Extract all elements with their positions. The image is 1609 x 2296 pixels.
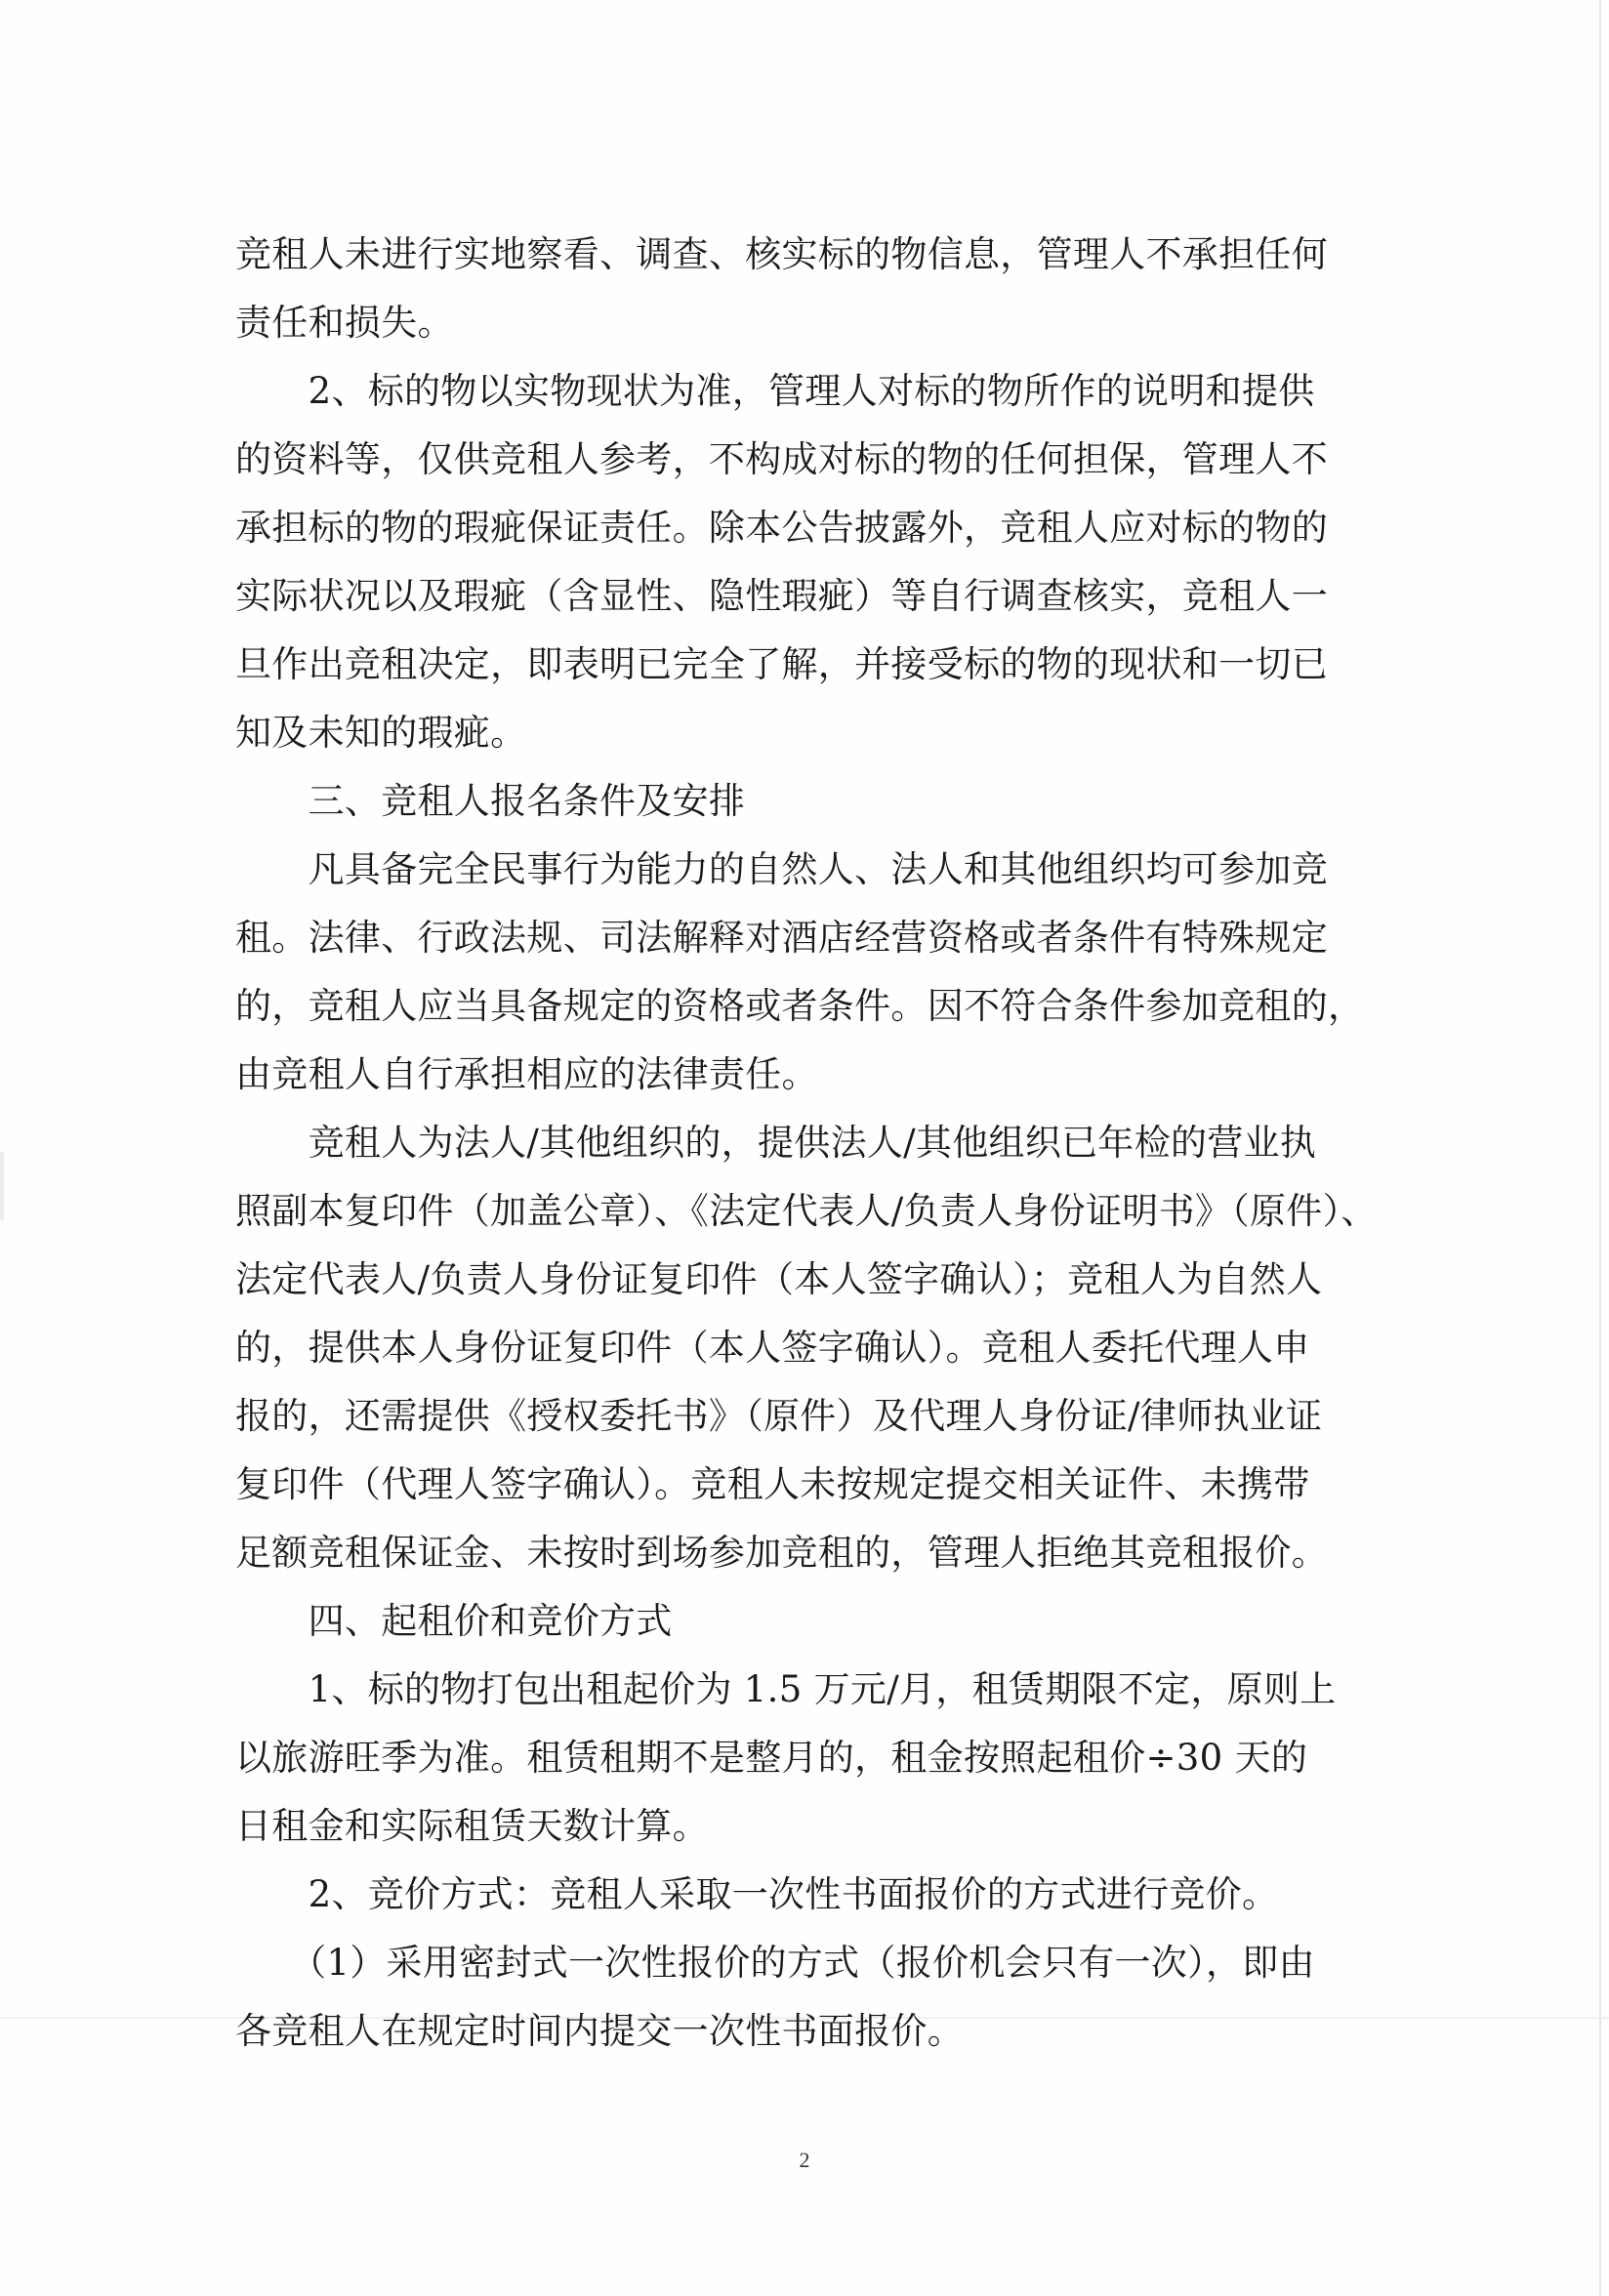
text-line: 实际状况以及瑕疵（含显性、隐性瑕疵）等自行调查核实，竞租人一	[235, 575, 1328, 617]
text-line: 知及未知的瑕疵。	[235, 712, 527, 754]
text-line: 由竞租人自行承担相应的法律责任。	[235, 1053, 818, 1095]
text-line: 各竞租人在规定时间内提交一次性书面报价。	[235, 2010, 964, 2052]
text-line: 足额竞租保证金、未按时到场参加竞租的，管理人拒绝其竞租报价。	[235, 1532, 1328, 1574]
text-line: 2、竞价方式：竞租人采取一次性书面报价的方式进行竞价。	[235, 1873, 1279, 1915]
text-line: 租。法律、行政法规、司法解释对酒店经营资格或者条件有特殊规定	[235, 917, 1328, 959]
text-line: 凡具备完全民事行为能力的自然人、法人和其他组织均可参加竞	[235, 848, 1328, 890]
text-line: 法定代表人/负责人身份证复印件（本人签字确认）；竞租人为自然人	[235, 1258, 1323, 1300]
text-line: 1、标的物打包出租起价为 1.5 万元/月，租赁期限不定，原则上	[235, 1668, 1337, 1710]
text-line: 照副本复印件（加盖公章）、《法定代表人/负责人身份证明书》（原件）、	[235, 1190, 1378, 1232]
text-line: 承担标的物的瑕疵保证责任。除本公告披露外，竞租人应对标的物的	[235, 507, 1328, 549]
scan-edge-left	[0, 1152, 4, 1220]
text-line: 竞租人未进行实地察看、调查、核实标的物信息，管理人不承担任何	[235, 233, 1328, 275]
section-heading: 四、起租价和竞价方式	[235, 1600, 673, 1642]
text-line: 报的，还需提供《授权委托书》（原件）及代理人身份证/律师执业证	[235, 1395, 1323, 1437]
text-line: 竞租人为法人/其他组织的，提供法人/其他组织已年检的营业执	[235, 1122, 1317, 1164]
section-heading: 三、竞租人报名条件及安排	[235, 780, 746, 822]
document-body	[235, 221, 1378, 2066]
page-number: 2	[799, 2148, 810, 2172]
text-line: 责任和损失。	[235, 302, 454, 344]
text-line: （1）采用密封式一次性报价的方式（报价机会只有一次），即由	[235, 1942, 1315, 1984]
text-line: 的，提供本人身份证复印件（本人签字确认）。竞租人委托代理人申	[235, 1327, 1310, 1369]
text-line: 的，竞租人应当具备规定的资格或者条件。因不符合条件参加竞租的，	[235, 985, 1365, 1027]
text-line: 以旅游旺季为准。租赁租期不是整月的，租金按照起租价÷30 天的	[235, 1737, 1308, 1779]
text-line: 的资料等，仅供竞租人参考，不构成对标的物的任何担保，管理人不	[235, 438, 1328, 480]
text-line: 复印件（代理人签字确认）。竞租人未按规定提交相关证件、未携带	[235, 1463, 1310, 1505]
text-line: 旦作出竞租决定，即表明已完全了解，并接受标的物的现状和一切已	[235, 643, 1328, 685]
text-line: 2、标的物以实物现状为准，管理人对标的物所作的说明和提供	[235, 370, 1315, 412]
scan-edge-right	[1599, 0, 1601, 2296]
text-line: 日租金和实际租赁天数计算。	[235, 1805, 709, 1847]
